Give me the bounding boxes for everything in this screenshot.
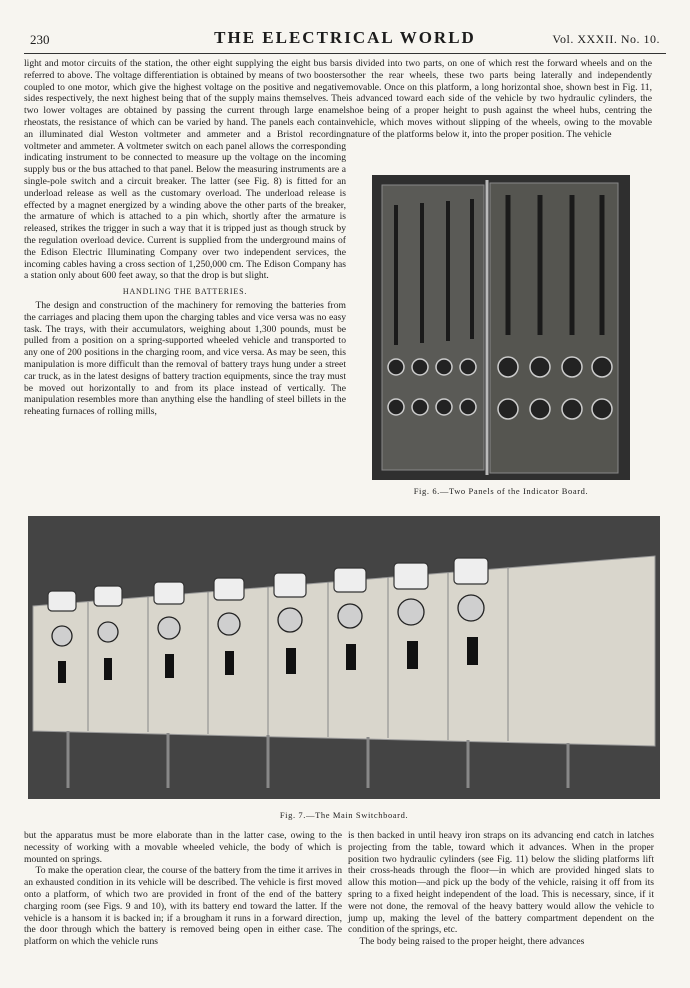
figure-caption-fig7: Fig. 7.—The Main Switchboard. xyxy=(279,810,409,820)
header-rule xyxy=(24,53,666,54)
section-heading: HANDLING THE BATTERIES. xyxy=(122,287,248,297)
figure-indicator-board-image xyxy=(372,175,630,480)
volume-number: Vol. XXXII. No. 10. xyxy=(552,32,660,46)
paragraph: is then backed in until heavy iron straps on its advancing end catch in latches projecting from the table, toward which it advances. When in the proper position two hydraulic cylinders (see Fig. 11) below the sliding platforms lift their cross-heads through the floor—in which are provided hinged slats to allow this motion—and pick up the body of the vehicle, raising it off from its spring to a fixed height independent of the load. This is necessary, since, if it were not done, the removal of the heavy battery would allow the vehicle to jump up, making the level of the battery compartment dependent on the condition of the springs, etc. xyxy=(348,830,654,936)
paragraph: The body being raised to the proper height, there advances xyxy=(359,936,585,948)
main-switchboard-illustration xyxy=(28,516,660,799)
paragraph: but the apparatus must be more elaborate than in the latter case, owing to the necessity of working with a movable wheeled vehicle, the body of which is mounted on springs. xyxy=(24,830,342,865)
paragraph: light and motor circuits of the station, the other eight supplying the eight bus bars referred to above. The voltage differentiation is obtained by means of two boosters coupled to one motor, which give the highest voltage on the positive and negative sides respectively, the next highest being that of the supply mains themselves. The two lower voltages are obtained by passing the current through large enamel rheostats, the resistance of which can be varied by hand. The panels each contain an illuminated dial Weston voltmeter and ammeter and a Bristol recording voltmeter and ammeter. A voltmeter switch on each panel allows the corresponding indicating instrument to be connected to measure up the voltage on the incoming supply bus or the bus attached to that panel. Below the measuring instruments are a single-pole switch and a circuit breaker. The latter (see Fig. 8) is fitted for an underload release as well as the customary overload. The underload release is effected by a magnet energized by a winding above the other parts of the breaker, the armature of which is attached to a pin which, shortly after the armature is released, strikes the trigger in such a way that it is tripped just as though struck by the regulation overload device. Current is supplied from the underground mains of the Edison Electric Illuminating Company over two independent services, the incoming cables having a cross section of 1,250,000 cm. The Edison Company has a station only about 600 feet away, so that the drop is but slight. xyxy=(24,58,346,282)
figure-main-switchboard-image xyxy=(28,516,660,799)
column-right-bottom xyxy=(348,830,654,948)
paragraph: The design and construction of the machinery for removing the batteries from the carriages and placing them upon the charging tables and vice versa was no easy task. The trays, with their accumulators, weighing about 1,300 pounds, must be pulled from a position on a spring-supported wheeled vehicle and transported to any one of 200 positions in the charging room, and vice versa. As may be seen, this manipulation is more difficult than the removal of battery trays hung under a street car truck, as in the latest designs of battery traction equipments, since the tray must be moved out horizontally to and from its place instead of vertically. The manipulation resembles more than anything else the handling of steel billets in the reheating furnaces of rolling mills, xyxy=(24,299,346,418)
column-left-bottom xyxy=(24,830,342,948)
paragraph: To make the operation clear, the course of the battery from the time it arrives in an exhausted condition in its vehicle will be described. The vehicle is first moved onto a platform, of which two are provided in front of the end of the battery charging room (see Figs. 9 and 10), with its battery end toward the latter. If the vehicle is a hansom it is backed in; if a brougham it runs in a forward direction, the door through which the battery is removed being open in either case. The platform on which the vehicle runs xyxy=(24,865,342,948)
journal-title: THE ELECTRICAL WORLD xyxy=(214,28,476,47)
column-left-top xyxy=(24,58,346,418)
page-header xyxy=(20,28,670,50)
page-number: 230 xyxy=(30,32,50,47)
column-right-top xyxy=(346,58,652,141)
figure-caption-fig6: Fig. 6.—Two Panels of the Indicator Board. xyxy=(413,486,589,496)
paragraph: is divided into two parts, on one of which rest the forward wheels and on the other the rear wheels, these two parts being laterally and independently movable. Once on this platform, a long horizontal shoe, shown best in Fig. 11, is advanced toward each side of the vehicle by two hydraulic cylinders, the shoe being of a proper height to push against the wheel hubs, centring the vehicle, which moves without slipping of the wheels, owing to the movable nature of the platforms below it, into the proper position. The vehicle xyxy=(346,58,652,140)
indicator-board-illustration xyxy=(372,175,630,480)
